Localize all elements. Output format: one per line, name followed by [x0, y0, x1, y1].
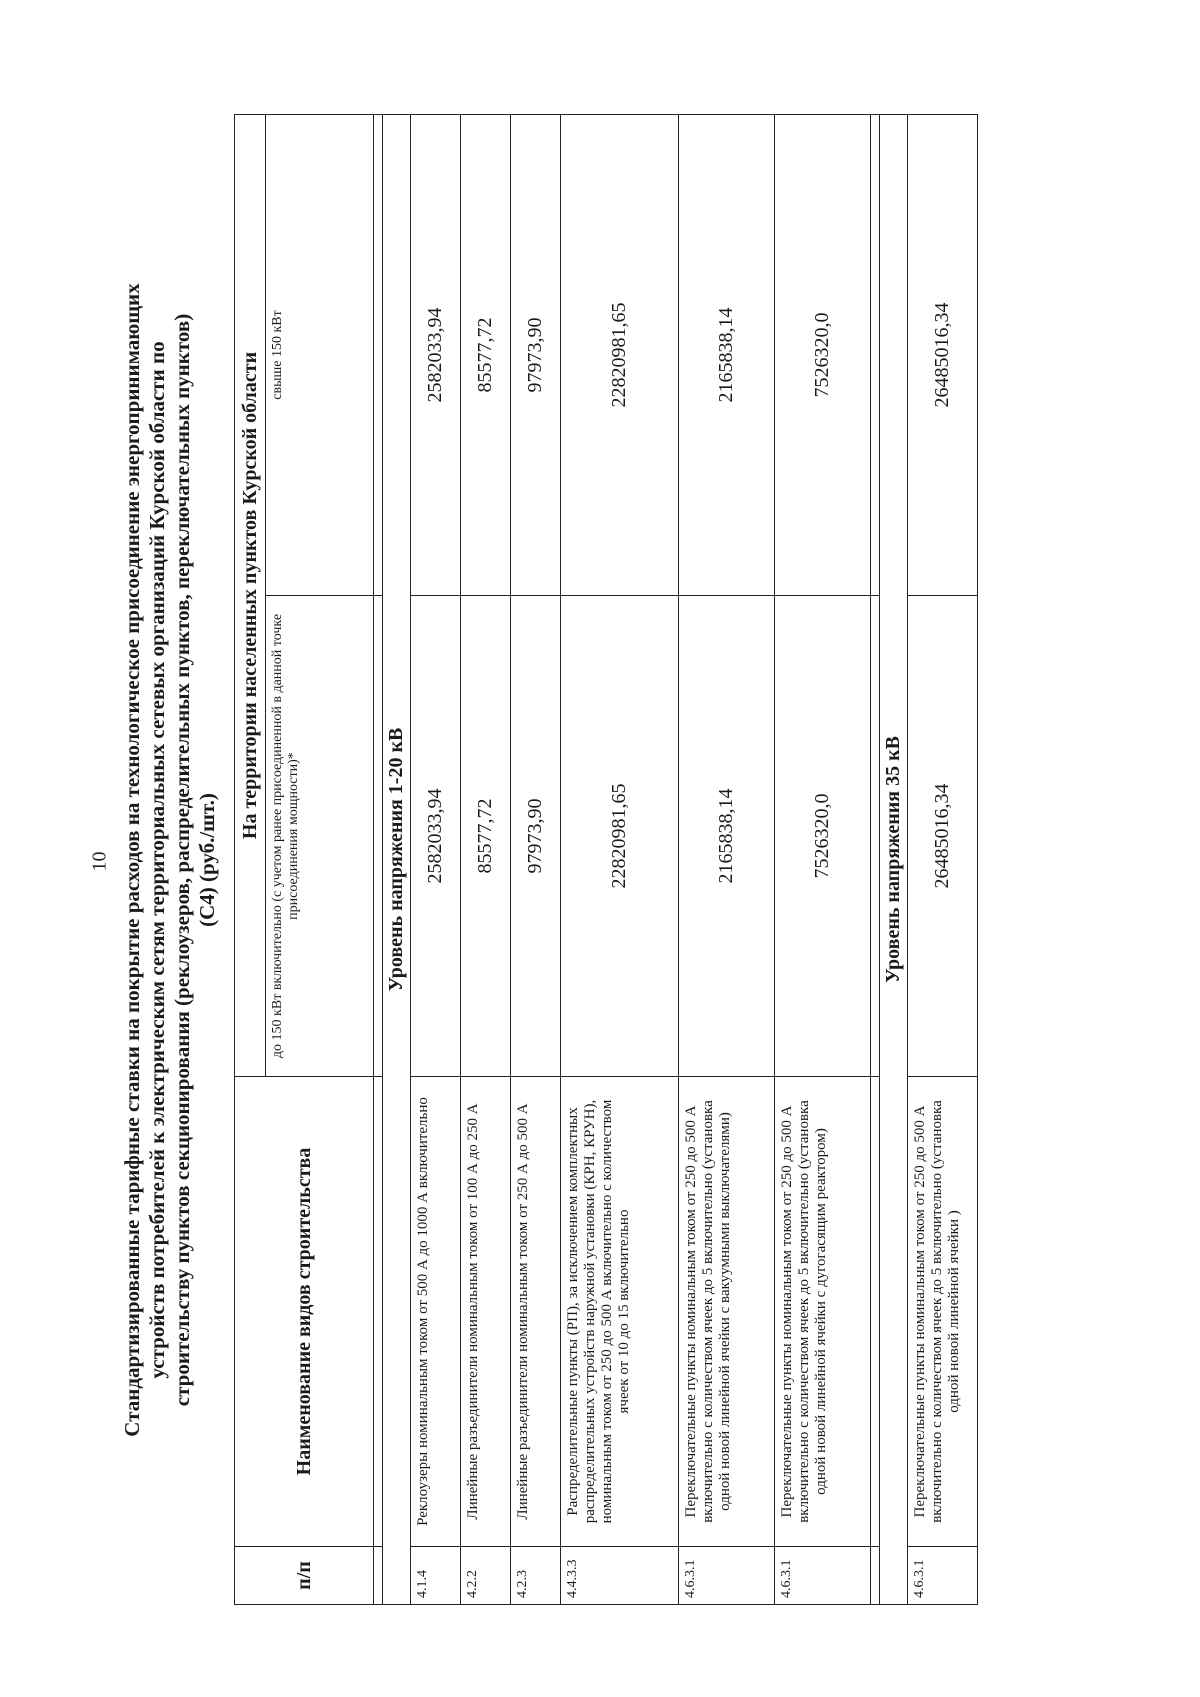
row-up-to-150: 7526320,0 [775, 596, 871, 1077]
row-up-to-150: 2165838,14 [679, 596, 775, 1077]
header-up-to-150: до 150 кВт включительно (с учетом ранее присоединенной в данной точке присоединения мощности)* [266, 596, 374, 1077]
row-up-to-150: 2582033,94 [411, 596, 461, 1077]
row-name: Линейные разъединители номинальным током от 250 А до 500 А [511, 1077, 561, 1547]
table-row [561, 115, 679, 1605]
row-num: 4.2.2 [461, 1547, 511, 1605]
spacer-row [871, 115, 880, 1605]
header-row [235, 115, 266, 1605]
table-row [775, 115, 871, 1605]
row-over-150: 7526320,0 [775, 115, 871, 596]
row-num: 4.2.3 [511, 1547, 561, 1605]
row-up-to-150: 26485016,34 [908, 596, 978, 1077]
table-row [679, 115, 775, 1605]
row-over-150: 26485016,34 [908, 115, 978, 596]
row-name: Переключательные пункты номинальным током от 250 до 500 А включительно с количеством ячеек до 5 включительно (установка одной новой линейной ячейки с дугогасящим реактором) [775, 1077, 871, 1547]
row-num: 4.1.4 [411, 1547, 461, 1605]
title-line: устройств потребителей к электрическим сетям территориальных сетевых организаций Курской области по [145, 341, 169, 1379]
level-row [880, 115, 908, 1605]
row-num: 4.6.3.1 [908, 1547, 978, 1605]
header-num: п/п [235, 1547, 374, 1605]
row-name: Реклоузеры номинальным током от 500 А до 1000 А включительно [411, 1077, 461, 1547]
header-name: Наименование видов строительства [235, 1077, 374, 1547]
row-up-to-150: 97973,90 [511, 596, 561, 1077]
table-row [411, 115, 461, 1605]
level-row [383, 115, 411, 1605]
row-over-150: 2165838,14 [679, 115, 775, 596]
row-name: Переключательные пункты номинальным током от 250 до 500 А включительно с количеством ячеек до 5 включительно (установка одной новой линейной ячейки с вакуумными выключателями) [679, 1077, 775, 1547]
level-label: Уровень напряжения 35 кВ [880, 115, 908, 1605]
row-over-150: 85577,72 [461, 115, 511, 596]
rotated-page-content [120, 110, 1080, 1610]
row-up-to-150: 22820981,65 [561, 596, 679, 1077]
row-name: Переключательные пункты номинальным током от 250 до 500 А включительно с количеством ячеек до 5 включительно (установка одной новой линейной ячейки ) [908, 1077, 978, 1547]
header-over-150: свыше 150 кВт [266, 115, 374, 596]
row-num: 4.6.3.1 [679, 1547, 775, 1605]
row-num: 4.4.3.3 [561, 1547, 679, 1605]
page-number: 10 [88, 851, 111, 872]
row-up-to-150: 85577,72 [461, 596, 511, 1077]
row-name: Распределительные пункты (РП), за исключением комплектных распределительных устройств наружной установки (КРН, КРУН), номинальным током от 250 до 500 А включительно с количеством ячеек от 10 до 15 включительно [561, 1077, 679, 1547]
row-over-150: 22820981,65 [561, 115, 679, 596]
title-line: (С4) (руб./шт.) [195, 793, 219, 927]
title-line: строительству пунктов секционирования (реклоузеров, распределительных пунктов, переключательных пунктов) [170, 313, 194, 1407]
row-name: Линейные разъединители номинальным током от 100 А до 250 А [461, 1077, 511, 1547]
row-num: 4.6.3.1 [775, 1547, 871, 1605]
document-title [120, 200, 220, 1520]
table-row [461, 115, 511, 1605]
header-territory: На территории населенных пунктов Курской области [235, 115, 266, 1077]
row-over-150: 2582033,94 [411, 115, 461, 596]
table-row [908, 115, 978, 1605]
row-over-150: 97973,90 [511, 115, 561, 596]
level-label: Уровень напряжения 1-20 кВ [383, 115, 411, 1605]
tariff-table [234, 114, 978, 1605]
table-row [511, 115, 561, 1605]
title-line: Стандартизированные тарифные ставки на покрытие расходов на технологическое присоединение энергопринимающих [120, 283, 144, 1437]
spacer-row [374, 115, 383, 1605]
